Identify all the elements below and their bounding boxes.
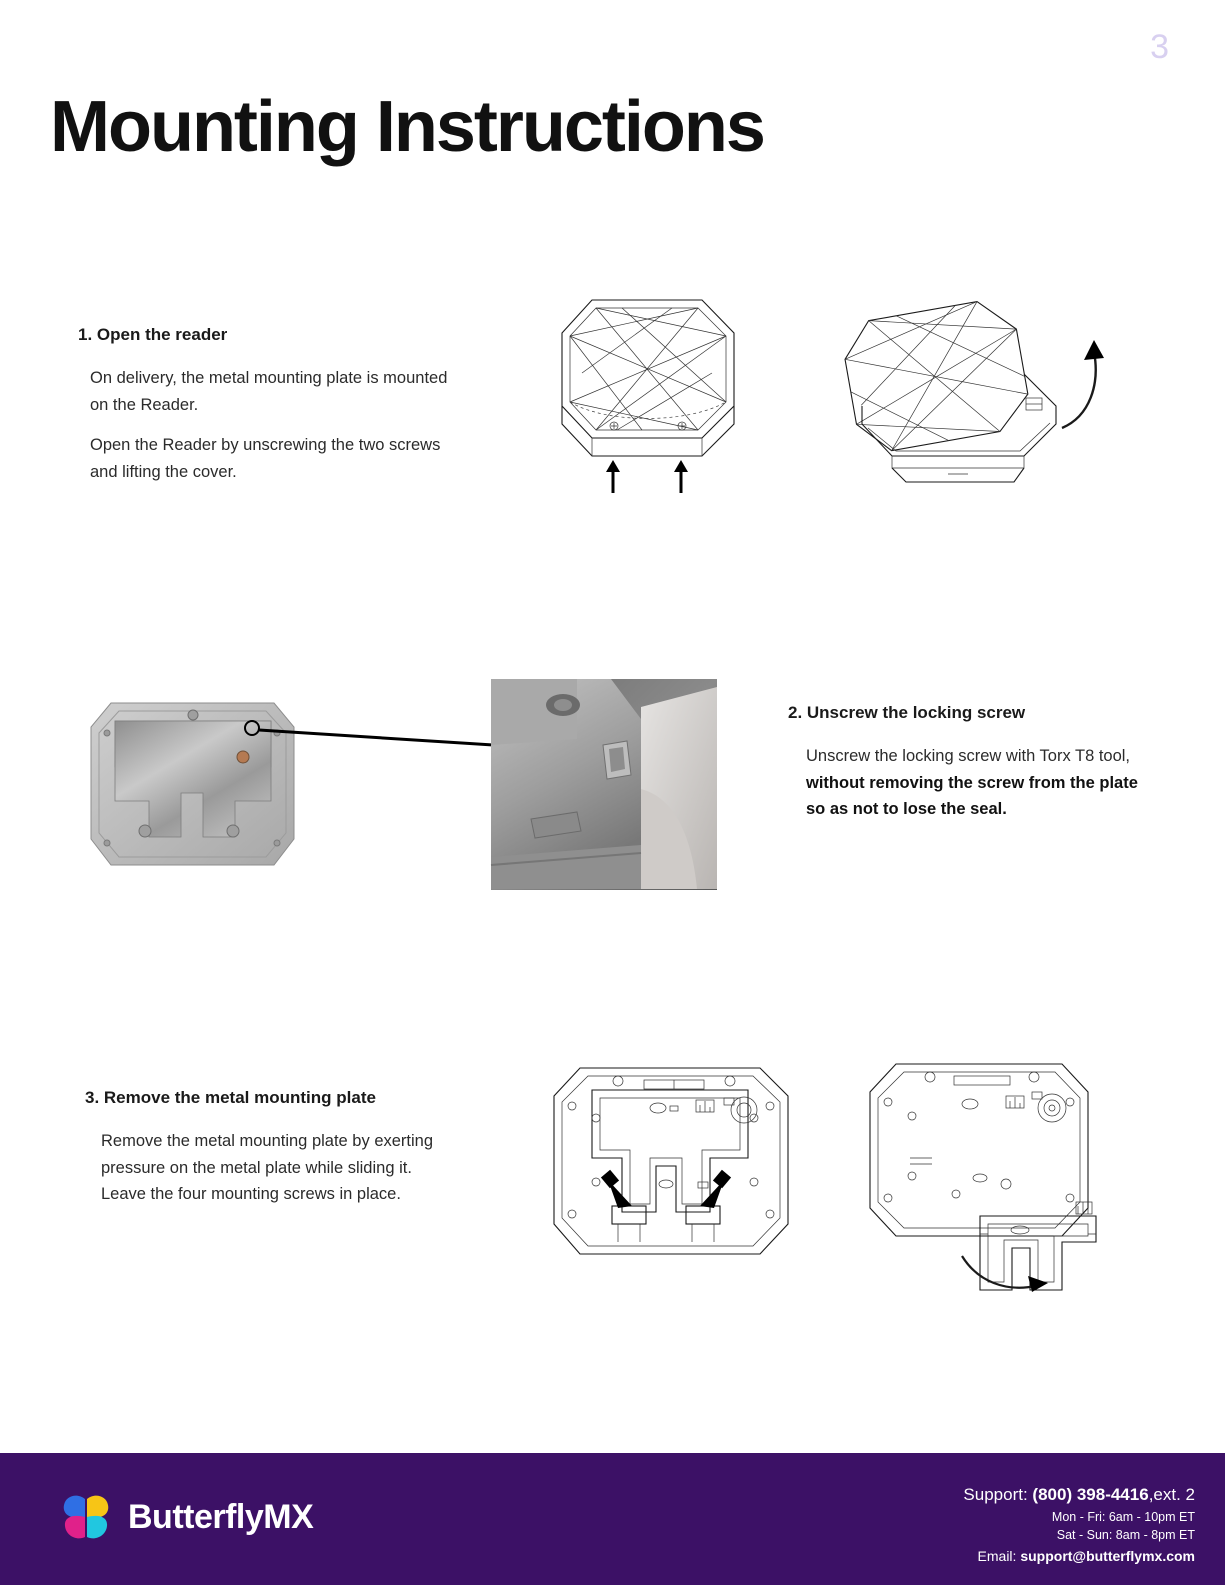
email-label: Email: <box>977 1547 1021 1564</box>
step-2-text-block <box>788 703 1143 823</box>
page-footer <box>0 1453 1225 1585</box>
support-phone[interactable]: (800) 398-4416 <box>1032 1485 1149 1504</box>
step-2-heading: 2. Unscrew the locking screw <box>788 703 1026 722</box>
photo-locking-screw-closeup <box>491 679 717 890</box>
figure-reader-cover-lifting <box>828 278 1108 503</box>
step-3-heading: 3. Remove the metal mounting plate <box>85 1088 376 1107</box>
brand-name: ButterflyMX <box>128 1497 314 1536</box>
support-ext: ,ext. 2 <box>1148 1485 1195 1504</box>
page-title: Mounting Instructions <box>50 87 764 168</box>
arrow-down-left <box>601 1170 632 1208</box>
support-email-line <box>963 1546 1195 1566</box>
step-2-paragraph-plain: Unscrew the locking screw with Torx T8 tool, <box>806 747 1131 765</box>
step-1-heading: 1. Open the reader <box>78 325 228 344</box>
support-email-address[interactable]: support@butterflymx.com <box>1020 1547 1195 1564</box>
support-label: Support: <box>963 1485 1033 1504</box>
arrow-up-right <box>674 460 688 493</box>
step-1-paragraph-1: On delivery, the metal mounting plate is mounted on the Reader. <box>90 369 448 414</box>
page-number: 3 <box>1150 28 1169 66</box>
support-hours-weekend: Sat - Sun: 8am - 8pm ET <box>1056 1527 1195 1542</box>
figure-reader-closed <box>522 278 772 503</box>
figure-plate-sliding-off <box>866 1058 1131 1298</box>
arrow-down-right <box>700 1170 731 1208</box>
support-hours-weekday: Mon - Fri: 6am - 10pm ET <box>1051 1509 1195 1524</box>
step-2-paragraph <box>806 743 1143 823</box>
arrow-up-left <box>606 460 620 493</box>
figure-reader-interior <box>548 1062 803 1267</box>
step-2-paragraph-bold: without removing the screw from the plate so as not to lose the seal. <box>806 773 1138 819</box>
butterfly-icon <box>60 1491 112 1543</box>
brand-logo <box>60 1491 313 1543</box>
step-1-text-block <box>78 325 448 486</box>
step-1-paragraph-2: Open the Reader by unscrewing the two screws and lifting the cover. <box>90 436 441 482</box>
support-info <box>963 1483 1195 1566</box>
support-phone-line <box>963 1483 1195 1508</box>
step-3-text-block <box>85 1088 455 1208</box>
step-3-paragraph-1: Remove the metal mounting plate by exerting pressure on the metal plate while sliding it. Leave the four mounting screws in place. <box>101 1132 434 1204</box>
